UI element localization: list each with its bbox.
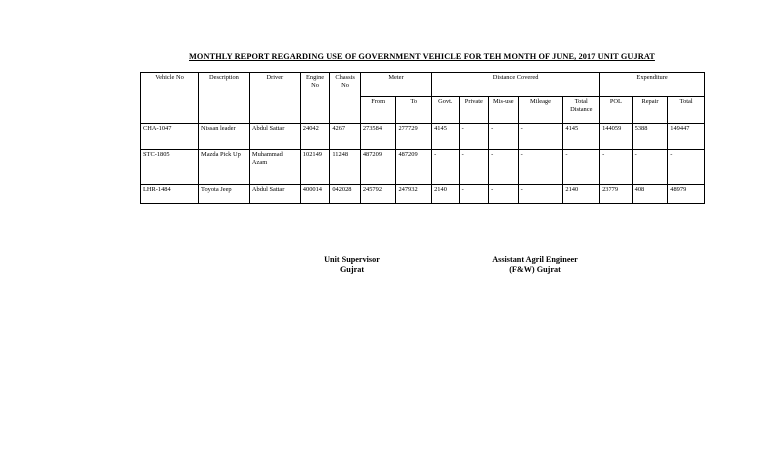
cell-pol: 23779 — [600, 185, 633, 204]
col-header-private: Private — [459, 97, 489, 124]
signature-place: Gujrat — [339, 265, 365, 274]
cell-driver: Muhammad Azam — [249, 150, 300, 185]
cell-misuse: - — [489, 124, 519, 150]
cell-govt: 4145 — [432, 124, 459, 150]
col-header-from: From — [360, 97, 396, 124]
cell-mileage: - — [518, 124, 563, 150]
cell-description: Mazda Pick Up — [199, 150, 250, 185]
cell-from: 273584 — [360, 124, 396, 150]
cell-engine-no: 102149 — [300, 150, 330, 185]
cell-chassis-no: 4267 — [330, 124, 361, 150]
cell-mileage: - — [518, 185, 563, 204]
cell-engine-no: 24042 — [300, 124, 330, 150]
table-row — [141, 185, 705, 204]
cell-misuse: - — [489, 150, 519, 185]
cell-pol: - — [600, 150, 633, 185]
cell-from: 487209 — [360, 150, 396, 185]
col-header-repair: Repair — [632, 97, 668, 124]
cell-vehicle-no: CHA-1047 — [141, 124, 199, 150]
col-header-to: To — [396, 97, 432, 124]
cell-to: 277729 — [396, 124, 432, 150]
cell-to: 247932 — [396, 185, 432, 204]
vehicle-report-table — [140, 72, 705, 204]
cell-engine-no: 400014 — [300, 185, 330, 204]
col-header-total-distance: Total Distance — [563, 97, 600, 124]
cell-vehicle-no: STC-1805 — [141, 150, 199, 185]
table-row — [141, 150, 705, 185]
cell-from: 245792 — [360, 185, 396, 204]
col-header-mileage: Mileage — [518, 97, 563, 124]
signature-assistant-engineer — [470, 255, 600, 275]
cell-mileage: - — [518, 150, 563, 185]
cell-vehicle-no: LHR-1484 — [141, 185, 199, 204]
cell-to: 487209 — [396, 150, 432, 185]
cell-repair: - — [632, 150, 668, 185]
cell-pol: 144059 — [600, 124, 633, 150]
cell-repair: 408 — [632, 185, 668, 204]
signature-unit-supervisor — [312, 255, 392, 275]
table-row — [141, 124, 705, 150]
cell-driver: Abdul Sattar — [249, 185, 300, 204]
col-header-driver: Driver — [249, 73, 300, 124]
cell-private: - — [459, 150, 489, 185]
cell-description: Toyota Jeep — [199, 185, 250, 204]
signature-title: Unit Supervisor — [324, 255, 380, 264]
cell-govt: 2140 — [432, 185, 459, 204]
group-header-expenditure: Expenditure — [600, 73, 705, 97]
signature-place: (F&W) Gujrat — [509, 265, 561, 274]
col-header-description: Description — [199, 73, 250, 124]
col-header-total: Total — [668, 97, 705, 124]
cell-private: - — [459, 124, 489, 150]
cell-misuse: - — [489, 185, 519, 204]
cell-total: 48979 — [668, 185, 705, 204]
group-header-meter: Meter — [360, 73, 431, 97]
cell-total-distance: 2140 — [563, 185, 600, 204]
signature-title: Assistant Agril Engineer — [492, 255, 578, 264]
col-header-pol: POL — [600, 97, 633, 124]
col-header-govt: Govt. — [432, 97, 459, 124]
cell-total: - — [668, 150, 705, 185]
col-header-vehicle-no: Vehicle No — [141, 73, 199, 124]
col-header-engine-no: Engine No — [300, 73, 330, 124]
col-header-chassis-no: Chassis No — [330, 73, 361, 124]
cell-private: - — [459, 185, 489, 204]
cell-chassis-no: 11248 — [330, 150, 361, 185]
header-row-1 — [141, 73, 705, 97]
col-header-misuse: Mis-use — [489, 97, 519, 124]
cell-repair: 5388 — [632, 124, 668, 150]
report-title: MONTHLY REPORT REGARDING USE OF GOVERNMENT VEHICLE FOR TEH MONTH OF JUNE, 2017 UNIT GUJRAT — [189, 52, 655, 61]
group-header-distance-covered: Distance Covered — [432, 73, 600, 97]
cell-total-distance: - — [563, 150, 600, 185]
cell-chassis-no: 042028 — [330, 185, 361, 204]
cell-description: Nissan leader — [199, 124, 250, 150]
cell-total: 149447 — [668, 124, 705, 150]
cell-govt: - — [432, 150, 459, 185]
cell-total-distance: 4145 — [563, 124, 600, 150]
cell-driver: Abdul Sattar — [249, 124, 300, 150]
